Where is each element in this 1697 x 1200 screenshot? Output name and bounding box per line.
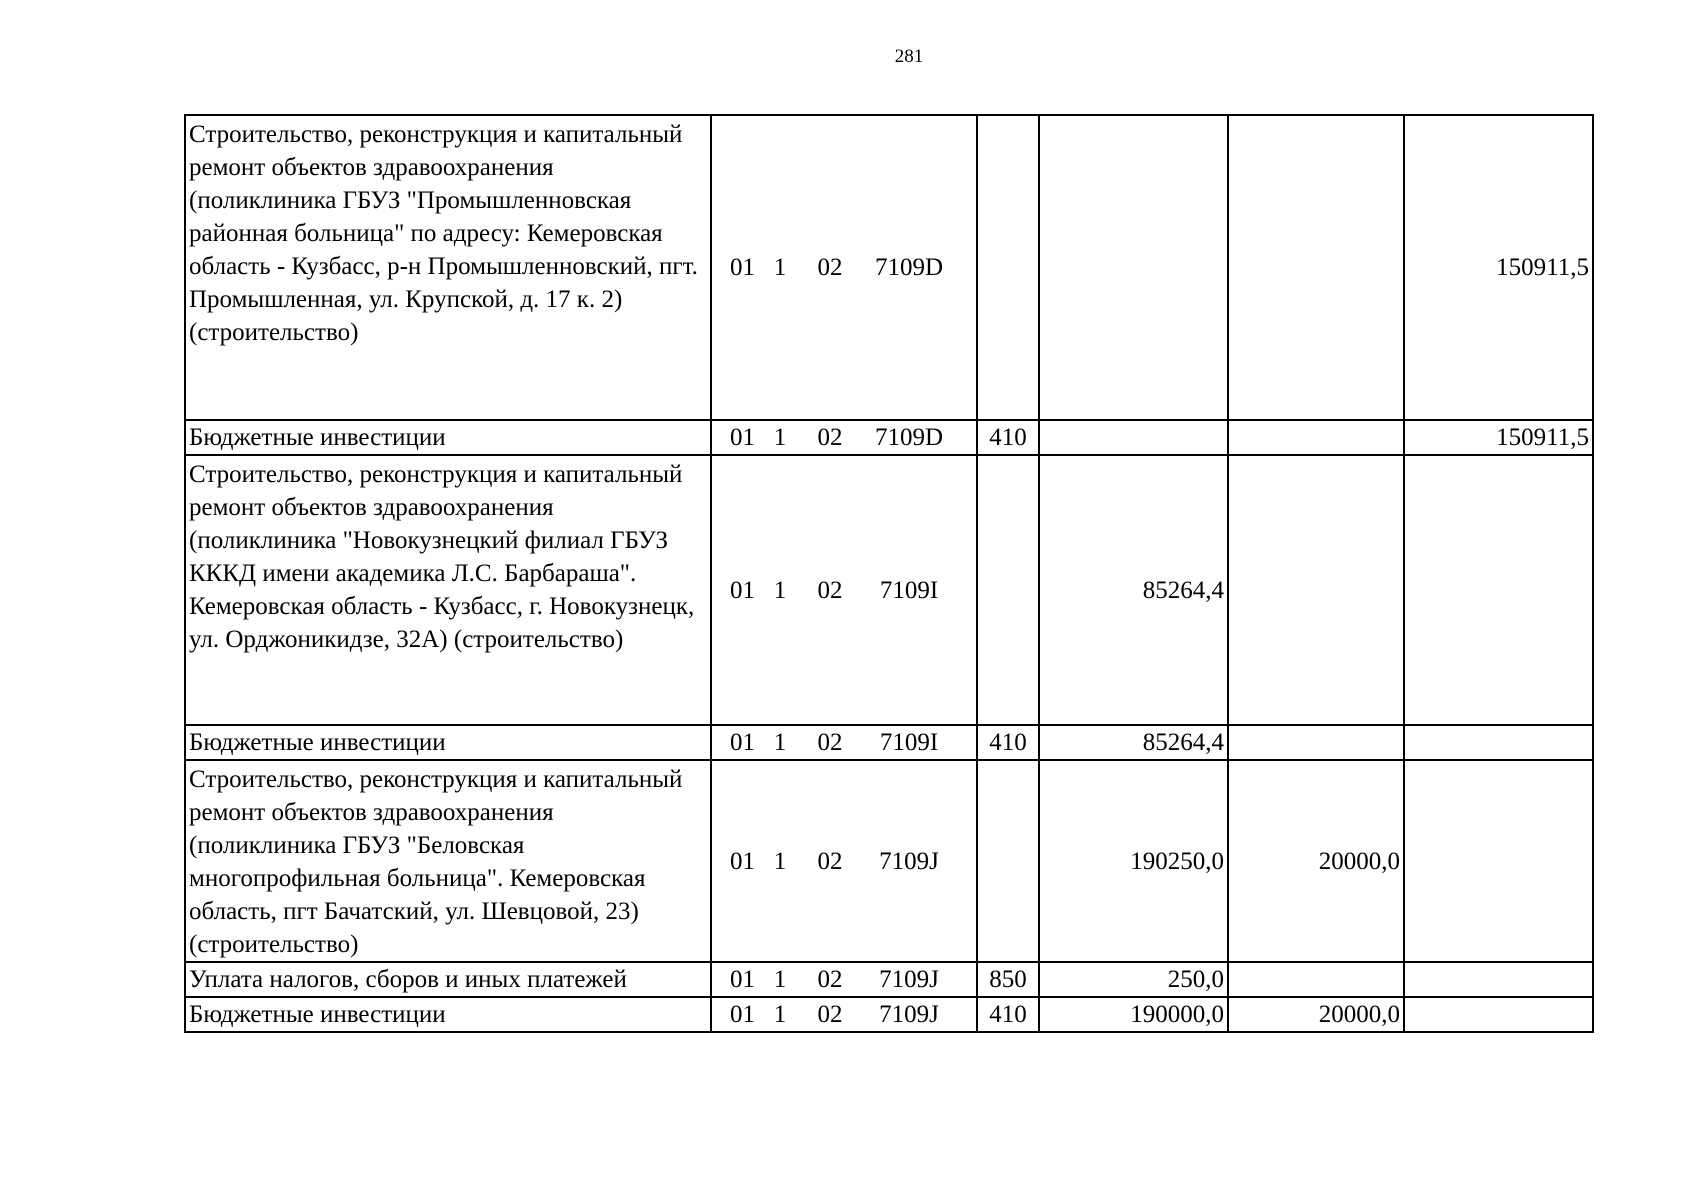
target-item-code: 7109I xyxy=(879,729,939,756)
amount-year-1: 85264,4 xyxy=(1039,455,1228,725)
table-row xyxy=(185,760,1593,962)
program-code: 1 xyxy=(773,576,787,604)
expense-type-code xyxy=(977,760,1039,962)
classification-codes xyxy=(711,997,977,1032)
expense-name: Строительство, реконструкция и капитальный ремонт объектов здравоохранения (поликлиника ГБУЗ "Беловская многопрофильная больница". Кемеровская область, пгт Бачатский, ул. Шевцовой, 23) (строительство) xyxy=(185,760,711,962)
amount-year-2 xyxy=(1228,455,1404,725)
table-row xyxy=(185,420,1593,455)
amount-year-3 xyxy=(1404,725,1593,760)
table-row xyxy=(185,997,1593,1032)
amount-year-1: 250,0 xyxy=(1039,962,1228,997)
classification-codes xyxy=(711,455,977,725)
target-item-code: 7109D xyxy=(874,254,944,281)
expense-type-code: 410 xyxy=(977,420,1039,455)
expense-name: Строительство, реконструкция и капитальный ремонт объектов здравоохранения (поликлиника "Новокузнецкий филиал ГБУЗ КККД имени академика Л.С. Барбараша". Кемеровская область - Кузбасс, г. Новокузнецк, ул. Орджоникидзе, 32А) (строительство) xyxy=(185,455,711,725)
amount-year-1: 190250,0 xyxy=(1039,760,1228,962)
classification-codes xyxy=(711,725,977,760)
expense-name: Уплата налогов, сборов и иных платежей xyxy=(185,962,711,997)
amount-year-1: 85264,4 xyxy=(1039,725,1228,760)
subprogram-code: 02 xyxy=(817,847,843,875)
section-code: 01 xyxy=(730,576,755,604)
expense-name: Бюджетные инвестиции xyxy=(185,420,711,455)
table-row xyxy=(185,725,1593,760)
target-item-code: 7109D xyxy=(874,424,944,451)
subprogram-code: 02 xyxy=(817,1001,843,1028)
program-code: 1 xyxy=(773,424,787,451)
target-item-code: 7109I xyxy=(879,576,939,604)
amount-year-3 xyxy=(1404,997,1593,1032)
table-row xyxy=(185,115,1593,420)
amount-year-3 xyxy=(1404,760,1593,962)
expense-name: Бюджетные инвестиции xyxy=(185,725,711,760)
program-code: 1 xyxy=(773,254,787,281)
table-row xyxy=(185,455,1593,725)
classification-codes xyxy=(711,962,977,997)
subprogram-code: 02 xyxy=(817,254,843,281)
subprogram-code: 02 xyxy=(817,576,843,604)
section-code: 01 xyxy=(730,729,755,756)
program-code: 1 xyxy=(773,1001,787,1028)
target-item-code: 7109J xyxy=(879,966,939,993)
section-code: 01 xyxy=(730,1001,755,1028)
budget-table xyxy=(184,114,1594,1033)
amount-year-2 xyxy=(1228,725,1404,760)
subprogram-code: 02 xyxy=(817,966,843,993)
expense-name: Бюджетные инвестиции xyxy=(185,997,711,1032)
amount-year-2: 20000,0 xyxy=(1228,760,1404,962)
expense-type-code: 410 xyxy=(977,997,1039,1032)
section-code: 01 xyxy=(730,424,755,451)
classification-codes xyxy=(711,420,977,455)
program-code: 1 xyxy=(773,847,787,875)
amount-year-1 xyxy=(1039,420,1228,455)
classification-codes xyxy=(711,760,977,962)
amount-year-3: 150911,5 xyxy=(1404,115,1593,420)
program-code: 1 xyxy=(773,729,787,756)
amount-year-2 xyxy=(1228,962,1404,997)
target-item-code: 7109J xyxy=(879,847,939,875)
page-number: 281 xyxy=(894,46,924,67)
amount-year-1: 190000,0 xyxy=(1039,997,1228,1032)
expense-type-code xyxy=(977,115,1039,420)
amount-year-1 xyxy=(1039,115,1228,420)
table-row xyxy=(185,962,1593,997)
amount-year-2 xyxy=(1228,420,1404,455)
amount-year-3: 150911,5 xyxy=(1404,420,1593,455)
expense-type-code xyxy=(977,455,1039,725)
amount-year-3 xyxy=(1404,962,1593,997)
expense-type-code: 410 xyxy=(977,725,1039,760)
classification-codes xyxy=(711,115,977,420)
section-code: 01 xyxy=(730,847,755,875)
amount-year-2 xyxy=(1228,115,1404,420)
subprogram-code: 02 xyxy=(817,729,843,756)
section-code: 01 xyxy=(730,966,755,993)
amount-year-3 xyxy=(1404,455,1593,725)
amount-year-2: 20000,0 xyxy=(1228,997,1404,1032)
expense-type-code: 850 xyxy=(977,962,1039,997)
program-code: 1 xyxy=(773,966,787,993)
subprogram-code: 02 xyxy=(817,424,843,451)
expense-name: Строительство, реконструкция и капитальный ремонт объектов здравоохранения (поликлиника ГБУЗ "Промышленновская районная больница" по адресу: Кемеровская область - Кузбасс, р-н Промышленновский, пгт. Промышленная, ул. Крупской, д. 17 к. 2) (строительство) xyxy=(185,115,711,420)
target-item-code: 7109J xyxy=(879,1001,939,1028)
section-code: 01 xyxy=(730,254,755,281)
